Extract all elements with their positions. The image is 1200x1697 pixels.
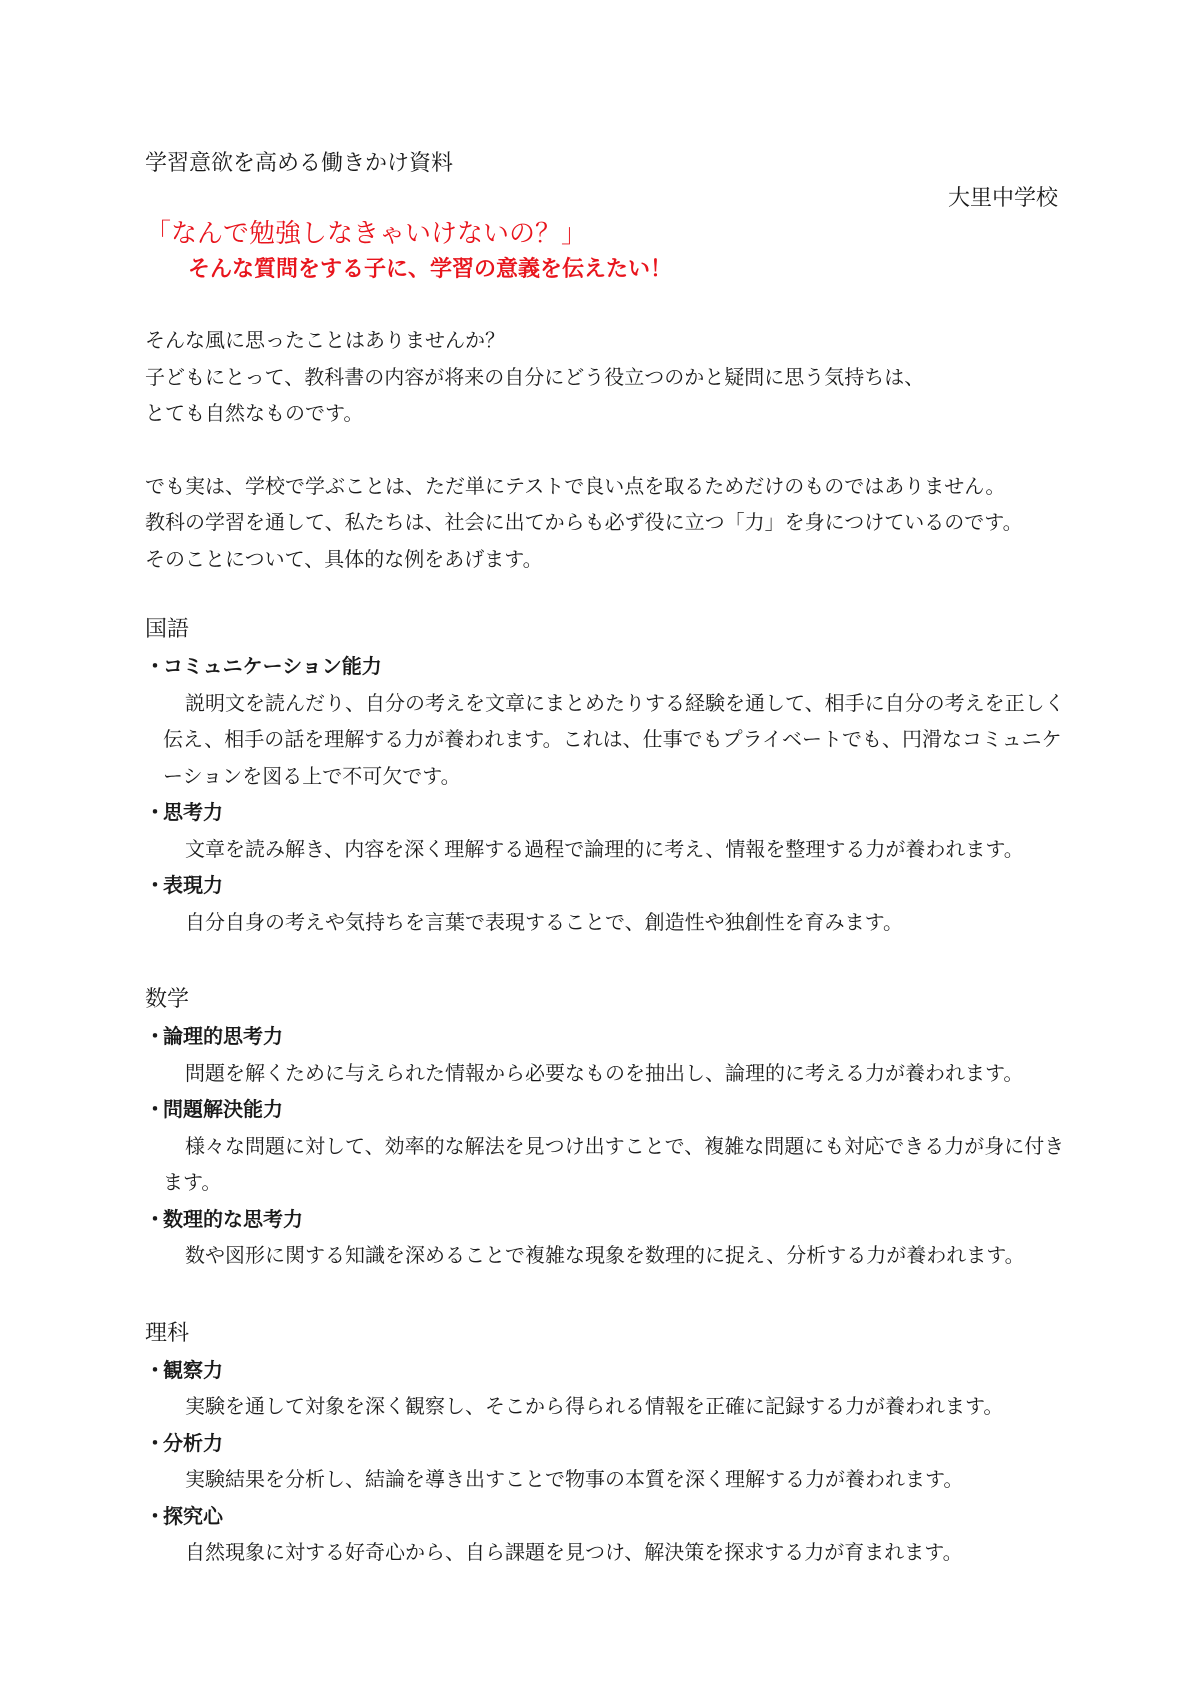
ability-description: 自然現象に対する好奇心から、自ら課題を見つけ、解決策を探求する力が育まれます。 xyxy=(185,1540,963,1564)
ability-name-text: コミュニケーション能力 xyxy=(163,654,382,678)
subject-title: 国語 xyxy=(145,617,190,642)
subjects-section xyxy=(145,612,1065,1613)
ability-name xyxy=(145,1091,1065,1128)
intro-line: 教科の学習を通して、私たちは、社会に出てからも必ず役に立つ「力」を身につけているのです。 xyxy=(145,510,1023,534)
ability-name-text: 分析力 xyxy=(163,1430,223,1455)
intro-line: でも実は、学校で学ぶことは、ただ単にテストで良い点を取るためだけのものではありません。 xyxy=(145,473,1006,498)
subject-math xyxy=(145,982,1065,1274)
ability-item xyxy=(145,648,1065,794)
subject-japanese xyxy=(145,612,1065,940)
ability-name xyxy=(145,1498,1065,1535)
document-label: 学習意欲を高める働きかけ資料 xyxy=(145,151,454,176)
ability-description: 文章を読み解き、内容を深く理解する過程で論理的に考え、情報を整理する力が養われます。 xyxy=(185,836,1024,861)
headline-title: 「なんで勉強しなきゃいけないの？」 xyxy=(145,219,588,249)
intro-line: とても自然なものです。 xyxy=(145,401,364,425)
ability-description: 自分自身の考えや気持ちを言葉で表現することで、創造性や独創性を育みます。 xyxy=(185,909,903,934)
bullet: ・ xyxy=(145,1357,165,1382)
headline-subtitle: そんな質問をする子に、学習の意義を伝えたい！ xyxy=(188,257,673,282)
ability-description: 実験結果を分析し、結論を導き出すことで物事の本質を深く理解する力が養われます。 xyxy=(185,1467,964,1491)
ability-name-text: 観察力 xyxy=(163,1357,223,1382)
bullet: ・ xyxy=(145,1024,165,1048)
bullet: ・ xyxy=(145,873,165,897)
ability-description: 様々な問題に対して、効率的な解法を見つけ出すことで、複雑な問題にも対応できる力が身に付きます。 xyxy=(163,1133,1065,1194)
ability-name-text: 表現力 xyxy=(163,873,223,897)
bullet: ・ xyxy=(145,1430,165,1455)
ability-name xyxy=(145,1201,1065,1238)
ability-description: 数や図形に関する知識を深めることで複雑な現象を数理的に捉え、分析する力が養われます。 xyxy=(185,1243,1025,1267)
bullet: ・ xyxy=(145,1206,165,1231)
school-name: 大里中学校 xyxy=(947,186,1058,211)
ability-item xyxy=(145,1091,1065,1201)
ability-name xyxy=(145,1018,1065,1055)
ability-item xyxy=(145,1425,1065,1498)
ability-item xyxy=(145,794,1065,867)
intro-section xyxy=(145,322,1065,577)
ability-description: 問題を解くために与えられた情報から必要なものを抽出し、論理的に考える力が養われます。 xyxy=(185,1060,1024,1085)
subject-title: 数学 xyxy=(145,987,190,1012)
intro-line: 子どもにとって、教科書の内容が将来の自分にどう役立つのかと疑問に思う気持ちは、 xyxy=(145,364,925,389)
ability-name-text: 数理的な思考力 xyxy=(163,1206,303,1231)
ability-name xyxy=(145,1425,1065,1462)
ability-name-text: 探究心 xyxy=(163,1503,223,1528)
ability-item xyxy=(145,867,1065,940)
ability-name xyxy=(145,1352,1065,1389)
bullet: ・ xyxy=(145,1503,165,1528)
ability-item xyxy=(145,1498,1065,1571)
bullet: ・ xyxy=(145,654,165,678)
ability-item xyxy=(145,1018,1065,1091)
ability-name-text: 論理的思考力 xyxy=(163,1024,283,1048)
bullet: ・ xyxy=(145,800,165,824)
ability-name xyxy=(145,648,1065,685)
subject-title: 理科 xyxy=(145,1320,190,1346)
ability-name-text: 思考力 xyxy=(163,800,223,824)
ability-item xyxy=(145,1352,1065,1425)
ability-name xyxy=(145,867,1065,904)
ability-description: 説明文を読んだり、自分の考えを文章にまとめたりする経験を通して、相手に自分の考えを正しく伝え、相手の話を理解する力が養われます。これは、仕事でもプライベートでも、円滑なコミュニケーションを図る上で不可欠です。 xyxy=(163,690,1065,788)
intro-line: そのことについて、具体的な例をあげます。 xyxy=(145,546,543,571)
paragraph-gap xyxy=(145,432,1065,468)
intro-line: そんな風に思ったことはありませんか？ xyxy=(145,328,505,352)
subject-science xyxy=(145,1316,1065,1571)
ability-description: 実験を通して対象を深く観察し、そこから得られる情報を正確に記録する力が養われます。 xyxy=(185,1394,1004,1418)
bullet: ・ xyxy=(145,1097,165,1121)
ability-name xyxy=(145,794,1065,831)
ability-item xyxy=(145,1201,1065,1274)
ability-name-text: 問題解決能力 xyxy=(163,1097,283,1121)
